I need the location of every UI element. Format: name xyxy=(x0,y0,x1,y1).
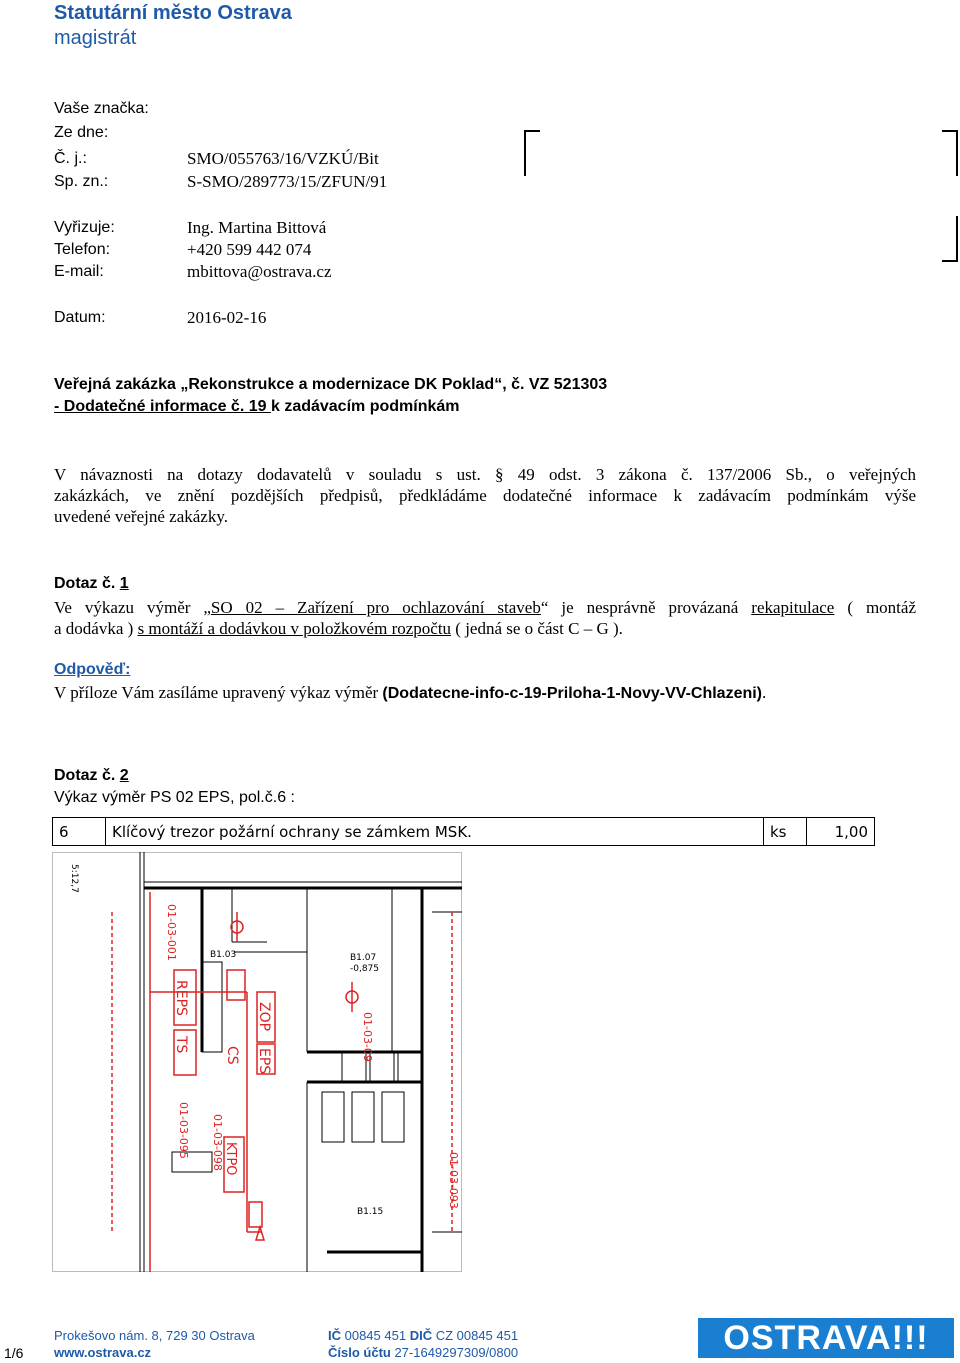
vase-znacka-label: Vaše značka: xyxy=(54,100,149,117)
q1-line2 xyxy=(54,618,916,639)
plan-code1: 01-03-001 xyxy=(165,904,178,961)
a1-title: Odpověď: xyxy=(54,661,131,678)
q1-text: “ je nesprávně provázaná xyxy=(540,598,752,617)
footer-ucet xyxy=(328,1345,518,1360)
ucet-value: 27-1649297309/0800 xyxy=(390,1345,519,1360)
plan-ts: TS xyxy=(173,1036,189,1054)
spzn-value: S-SMO/289773/15/ZFUN/91 xyxy=(187,172,388,191)
item-num: 6 xyxy=(53,818,106,846)
plan-room2-elev: -0,875 xyxy=(350,964,380,974)
q2-title-prefix: Dotaz č. xyxy=(54,767,120,784)
dic-value: CZ 00845 451 xyxy=(432,1328,519,1343)
intro-line: zakázkách, ve znění pozdějších předpisů, předkládáme dodatečné informace k zadávacím podmínkám výše xyxy=(54,486,916,505)
subject-rest: k zadávacím podmínkám xyxy=(270,398,460,415)
q1-line1 xyxy=(54,597,916,618)
vyrizuje-value: Ing. Martina Bittová xyxy=(187,218,327,237)
q2-subtitle: Výkaz výměr PS 02 EPS, pol.č.6 : xyxy=(54,789,295,806)
q2-title-num: 2 xyxy=(119,767,129,784)
telefon-value: +420 599 442 074 xyxy=(187,240,312,259)
plan-code5: 01-03-09 xyxy=(361,1012,374,1062)
floor-plan-drawing xyxy=(52,852,462,1272)
address-window-mark-tr xyxy=(942,130,958,176)
a1-text xyxy=(54,683,766,703)
plan-cs: CS xyxy=(224,1046,240,1065)
telefon-label: Telefon: xyxy=(54,241,111,258)
a1-body: V příloze Vám zasíláme upravený výkaz výměr xyxy=(54,683,383,702)
q1-title-num: 1 xyxy=(119,575,129,592)
email-label: E-mail: xyxy=(54,263,104,280)
a1-file: (Dodatecne-info-c-19-Priloha-1-Novy-VV-Chlazeni) xyxy=(382,685,763,702)
cj-label: Č. j.: xyxy=(54,150,87,167)
plan-zop: ZOP xyxy=(256,1002,272,1032)
footer-address: Prokešovo nám. 8, 729 30 Ostrava xyxy=(54,1328,255,1343)
ze-dne-label: Ze dne: xyxy=(54,124,109,141)
item-desc: Klíčový trezor požární ochrany se zámkem MSK. xyxy=(106,818,764,846)
item-qty: 1,00 xyxy=(807,818,875,846)
plan-ktpo: KTPO xyxy=(223,1142,238,1176)
q2-title xyxy=(54,767,129,785)
q1-text: a dodávka ) xyxy=(54,619,138,638)
intro-line: V návaznosti na dotazy dodavatelů v souladu s ust. § 49 odst. 3 zákona č. 137/2006 Sb., o veřejných xyxy=(54,465,916,484)
q1-text: ( jedná se o část C – G ). xyxy=(451,619,623,638)
q1-montaz: s montáží a dodávkou v položkovém rozpočtu xyxy=(137,619,452,638)
plan-code3: 01-03-095 xyxy=(177,1102,190,1159)
dic-label: DIČ xyxy=(409,1328,433,1343)
intro-paragraph xyxy=(54,464,916,527)
ucet-label: Číslo účtu xyxy=(328,1345,391,1360)
intro-line: uvedené veřejné zakázky. xyxy=(54,507,228,526)
cj-value: SMO/055763/16/VZKÚ/Bit xyxy=(187,149,379,168)
org-title: Statutární město Ostrava xyxy=(54,2,292,24)
q1-text: Ve výkazu výměr „ xyxy=(54,598,211,617)
table-row xyxy=(53,818,875,846)
ic-label: IČ xyxy=(328,1328,341,1343)
q1-title-prefix: Dotaz č. xyxy=(54,575,120,592)
ostrava-logo: OSTRAVA!!! xyxy=(698,1318,954,1358)
plan-room2: B1.07 xyxy=(350,953,377,963)
dept-title: magistrát xyxy=(54,27,137,49)
datum-label: Datum: xyxy=(54,309,106,326)
subject-line1: Veřejná zakázka „Rekonstrukce a modernizace DK Poklad“, č. VZ 521303 xyxy=(54,376,608,393)
footer-ic xyxy=(328,1328,518,1343)
datum-value: 2016-02-16 xyxy=(187,308,267,327)
spzn-label: Sp. zn.: xyxy=(54,173,109,190)
item-table xyxy=(52,817,875,846)
plan-reps: REPS xyxy=(173,980,189,1016)
subject-ref: - Dodatečné informace č. 19 xyxy=(54,398,271,415)
plan-room1: B1.03 xyxy=(210,950,237,960)
plan-side-label: 5:12,7 xyxy=(69,864,79,893)
item-unit: ks xyxy=(764,818,807,846)
footer-web: www.ostrava.cz xyxy=(54,1345,152,1360)
email-value: mbittova@ostrava.cz xyxy=(187,262,332,281)
plan-room3: B1.15 xyxy=(357,1207,384,1217)
plan-code4: 01-03-093 xyxy=(447,1152,460,1209)
q1-title xyxy=(54,575,129,593)
q1-paragraph xyxy=(54,597,916,639)
q1-text: ( montáž xyxy=(834,598,916,617)
ic-value: 00845 451 xyxy=(341,1328,410,1343)
address-window-mark-br xyxy=(942,216,958,262)
plan-code2: 01-03-098 xyxy=(211,1114,224,1171)
plan-eps: EPS xyxy=(256,1048,272,1075)
a1-end: . xyxy=(762,683,767,702)
subject-line2 xyxy=(54,398,459,416)
q1-rekapitulace: rekapitulace xyxy=(751,598,835,617)
q1-so02: SO 02 – Zařízení pro ochlazování staveb xyxy=(210,598,541,617)
address-window-mark-tl xyxy=(524,130,540,176)
vyrizuje-label: Vyřizuje: xyxy=(54,219,115,236)
page-number: 1/6 xyxy=(4,1345,24,1361)
